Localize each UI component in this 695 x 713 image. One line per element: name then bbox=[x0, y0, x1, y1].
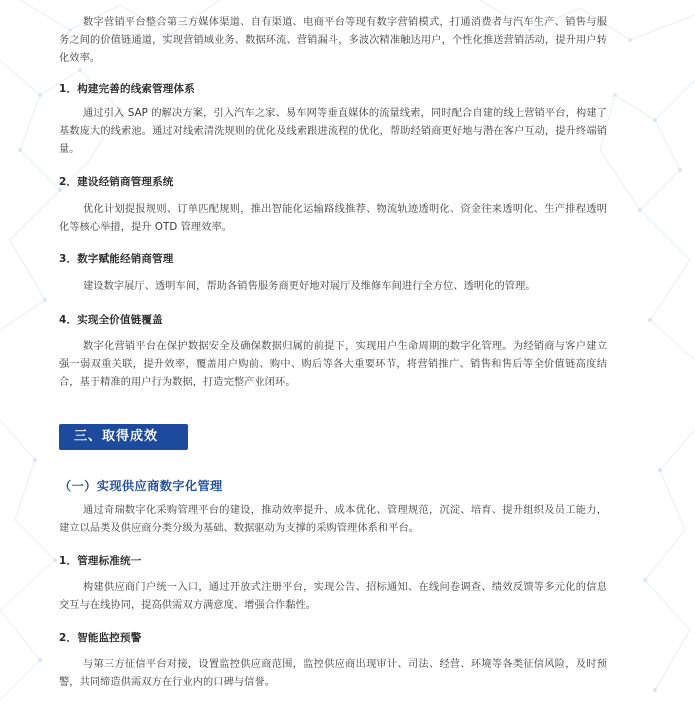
subsection-item-1-heading: 1．管理标准统一 bbox=[59, 555, 142, 567]
section-1-heading: 1．构建完善的线索管理体系 bbox=[59, 83, 195, 95]
section-4-body: 数字化营销平台在保护数据安全及确保数据归属的前提下，实现用户生命周期的数字化管理。为经销商与客户建立强一弱双重关联，提升效率，覆盖用户购前、购中、购后等各大重要环节，将营销推广、销售和售后等全价值链高度结合，基于精准的用户行为数据，打造完整产业闭环。 bbox=[59, 341, 607, 388]
section-2-body: 优化计划提报规则、订单匹配规则，推出智能化运输路线推荐、物流轨迹透明化、资金往来透明化、生产排程透明化等核心举措，提升 OTD 管理效率。 bbox=[59, 204, 607, 233]
section-1-body: 通过引入 SAP 的解决方案，引入汽车之家、易车网等垂直媒体的流量线索，同时配合自建的线上营销平台，构建了基数庞大的线索池。通过对线索清洗规则的优化及线索跟进流程的优化，帮助经销商更好地与潜在客户互动，提升终端销量。 bbox=[59, 108, 607, 155]
section-3-body: 建设数字展厅、透明车间，帮助各销售服务商更好地对展厅及维修车间进行全方位、透明化的管理。 bbox=[83, 281, 536, 292]
section-banner-results: 三、取得成效 bbox=[59, 424, 188, 450]
section-3-heading: 3．数字赋能经销商管理 bbox=[59, 253, 174, 265]
subsection-intro: 通过奇瑞数字化采购管理平台的建设，推动效率提升、成本优化、管理规范，沉淀、培育、提升组织及员工能力，建立以品类及供应商分类分级为基础、数据驱动为支撑的采购管理体系和平台。 bbox=[59, 505, 607, 534]
intro-paragraph: 数字营销平台整合第三方媒体渠道、自有渠道、电商平台等现有数字营销模式，打通消费者与汽车生产、销售与服务之间的价值链通道，实现营销域业务、数据环流、营销漏斗，多波次精准触达用户，个性化推送营销活动，提升用户转化效率。 bbox=[59, 17, 607, 64]
subsection-item-2-body: 与第三方征信平台对接，设置监控供应商范围，监控供应商出现审计、司法、经营、环境等各类征信风险，及时预警，共同缔造供需双方在行业内的口碑与信誉。 bbox=[59, 659, 607, 688]
subsection-item-1-body: 构建供应商门户统一入口，通过开放式注册平台，实现公告、招标通知、在线问卷调查、绩效反馈等多元化的信息交互与在线协同，提高供需双方满意度、增强合作黏性。 bbox=[59, 582, 607, 611]
section-4-heading: 4．实现全价值链覆盖 bbox=[59, 314, 163, 326]
subsection-item-2-heading: 2．智能监控预警 bbox=[59, 632, 142, 644]
section-2-heading: 2．建设经销商管理系统 bbox=[59, 176, 174, 188]
subsection-title: （一）实现供应商数字化管理 bbox=[59, 479, 223, 493]
